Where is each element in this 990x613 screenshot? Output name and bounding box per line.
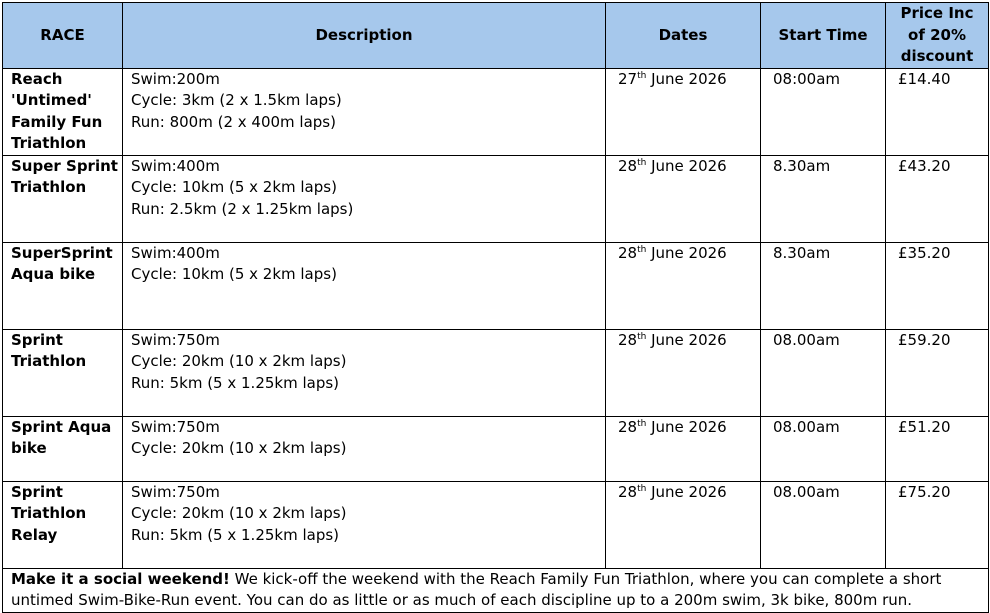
date-cell bbox=[606, 68, 761, 155]
race-name-line: Sprint bbox=[11, 482, 63, 501]
description-line: Cycle: 3km (2 x 1.5km laps) bbox=[131, 91, 342, 109]
race-name-cell bbox=[3, 242, 123, 329]
description-cell bbox=[123, 242, 606, 329]
race-name-cell bbox=[3, 68, 123, 155]
race-name-line: Triathlon bbox=[11, 178, 87, 196]
description-line: Swim:400m bbox=[131, 156, 220, 175]
description-line: Cycle: 20km (10 x 2km laps) bbox=[131, 352, 347, 370]
price-cell: £59.20 bbox=[886, 329, 989, 416]
date-rest: June 2026 bbox=[646, 243, 727, 262]
description-line: Run: 5km (5 x 1.25km laps) bbox=[131, 525, 340, 544]
start-time-cell: 08.00am bbox=[761, 329, 886, 416]
date-suffix: th bbox=[637, 418, 647, 429]
description-line: Cycle: 20km (10 x 2km laps) bbox=[131, 439, 347, 457]
start-time-cell: 8.30am bbox=[761, 155, 886, 242]
footer-bold: Make it a social weekend! bbox=[11, 569, 230, 588]
race-name-line: Super Sprint bbox=[11, 156, 118, 175]
date-rest: June 2026 bbox=[646, 330, 727, 349]
date-suffix: th bbox=[637, 244, 647, 255]
price-cell: £35.20 bbox=[886, 242, 989, 329]
description-line: Swim:200m bbox=[131, 69, 220, 88]
description-line: Swim:750m bbox=[131, 417, 220, 436]
footer-text: We kick-off the weekend with the Reach Family Fun Triathlon, where you can complete a short untimed Swim-Bike-Run event. You can do as little or as much of each discipline up to a 200m swim, 3k bike, 800m run. bbox=[11, 569, 942, 609]
date-cell bbox=[606, 242, 761, 329]
race-name-line: Reach bbox=[11, 69, 63, 88]
header-start-time: Start Time bbox=[761, 3, 886, 69]
race-table bbox=[2, 2, 989, 613]
race-name-line: SuperSprint bbox=[11, 243, 113, 262]
description-cell bbox=[123, 416, 606, 481]
header-race: RACE bbox=[3, 3, 123, 69]
date-rest: June 2026 bbox=[646, 482, 727, 501]
date-day: 28 bbox=[618, 243, 638, 262]
date-suffix: th bbox=[637, 157, 647, 168]
race-name-line: 'Untimed' bbox=[11, 91, 92, 109]
date-rest: June 2026 bbox=[646, 69, 727, 88]
description-line: Swim:400m bbox=[131, 243, 220, 262]
description-line: Run: 2.5km (2 x 1.25km laps) bbox=[131, 199, 354, 218]
race-name-line: Aqua bike bbox=[11, 265, 95, 283]
header-price-line: discount bbox=[900, 47, 974, 65]
price-cell: £43.20 bbox=[886, 155, 989, 242]
table-row bbox=[3, 242, 989, 329]
table-row bbox=[3, 481, 989, 568]
table-row bbox=[3, 68, 989, 155]
date-rest: June 2026 bbox=[646, 417, 727, 436]
date-cell bbox=[606, 481, 761, 568]
date-day: 27 bbox=[618, 69, 638, 88]
table-row bbox=[3, 416, 989, 481]
race-name-line: bike bbox=[11, 439, 47, 457]
header-description: Description bbox=[123, 3, 606, 69]
header-price-line: Price Inc bbox=[900, 4, 974, 22]
race-name-cell bbox=[3, 329, 123, 416]
date-cell bbox=[606, 416, 761, 481]
date-cell bbox=[606, 329, 761, 416]
start-time-cell: 08.00am bbox=[761, 481, 886, 568]
footer-cell bbox=[3, 568, 989, 612]
race-name-line: Triathlon bbox=[11, 134, 87, 152]
description-line: Cycle: 20km (10 x 2km laps) bbox=[131, 504, 347, 522]
start-time-cell: 08:00am bbox=[761, 68, 886, 155]
date-suffix: th bbox=[637, 331, 647, 342]
race-name-cell bbox=[3, 416, 123, 481]
start-time-cell: 8.30am bbox=[761, 242, 886, 329]
price-cell: £14.40 bbox=[886, 68, 989, 155]
race-name-cell bbox=[3, 481, 123, 568]
header-dates: Dates bbox=[606, 3, 761, 69]
race-name-line: Relay bbox=[11, 525, 58, 544]
date-day: 28 bbox=[618, 417, 638, 436]
date-rest: June 2026 bbox=[646, 156, 727, 175]
header-row bbox=[3, 3, 989, 69]
header-price-line: of 20% bbox=[908, 25, 966, 44]
description-cell bbox=[123, 155, 606, 242]
table-row bbox=[3, 329, 989, 416]
date-day: 28 bbox=[618, 330, 638, 349]
date-suffix: th bbox=[637, 483, 647, 494]
race-name-line: Triathlon bbox=[11, 352, 87, 370]
race-name-cell bbox=[3, 155, 123, 242]
date-suffix: th bbox=[637, 70, 647, 81]
description-line: Cycle: 10km (5 x 2km laps) bbox=[131, 178, 337, 196]
description-line: Run: 5km (5 x 1.25km laps) bbox=[131, 373, 340, 392]
description-cell bbox=[123, 68, 606, 155]
race-name-line: Family Fun bbox=[11, 112, 103, 131]
date-day: 28 bbox=[618, 156, 638, 175]
price-cell: £51.20 bbox=[886, 416, 989, 481]
date-day: 28 bbox=[618, 482, 638, 501]
date-cell bbox=[606, 155, 761, 242]
header-price bbox=[886, 3, 989, 69]
race-name-line: Triathlon bbox=[11, 504, 87, 522]
footer-row bbox=[3, 568, 989, 612]
description-line: Run: 800m (2 x 400m laps) bbox=[131, 112, 336, 131]
start-time-cell: 08.00am bbox=[761, 416, 886, 481]
description-line: Swim:750m bbox=[131, 482, 220, 501]
description-cell bbox=[123, 481, 606, 568]
price-cell: £75.20 bbox=[886, 481, 989, 568]
description-line: Swim:750m bbox=[131, 330, 220, 349]
description-line: Cycle: 10km (5 x 2km laps) bbox=[131, 265, 337, 283]
description-cell bbox=[123, 329, 606, 416]
race-name-line: Sprint Aqua bbox=[11, 417, 112, 436]
table-row bbox=[3, 155, 989, 242]
race-name-line: Sprint bbox=[11, 330, 63, 349]
